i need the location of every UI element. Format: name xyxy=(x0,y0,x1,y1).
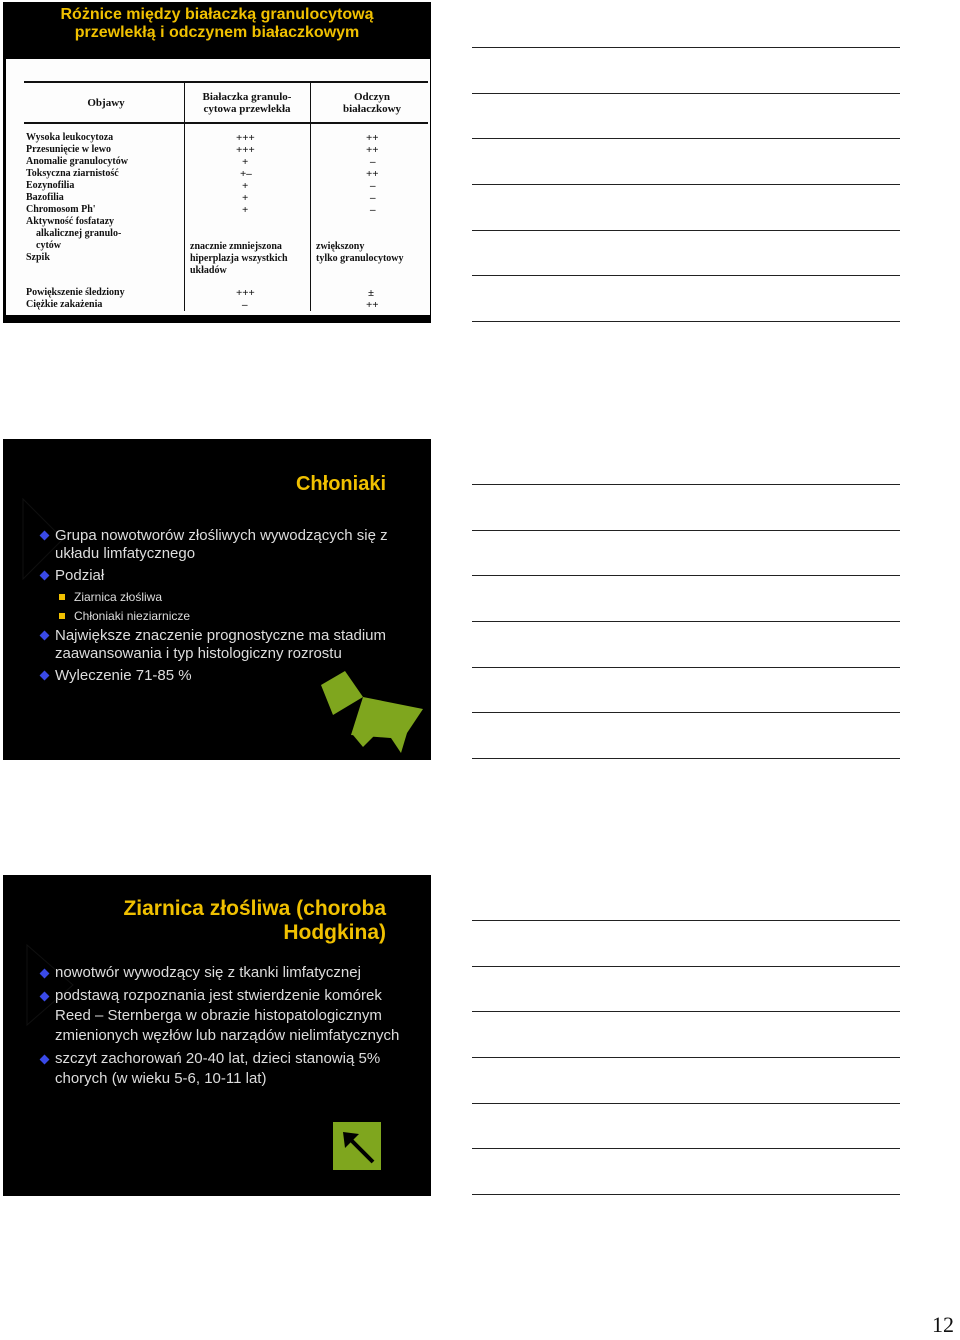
table-row-label: Powiększenie śledziony xyxy=(26,287,125,298)
table-rule xyxy=(310,81,311,311)
note-line xyxy=(472,621,900,622)
table-rule xyxy=(24,81,428,83)
note-line xyxy=(472,1057,900,1058)
bullet-item xyxy=(39,567,399,585)
bullet-item xyxy=(39,963,409,983)
header-symptoms: Objawy xyxy=(87,97,125,109)
slide-2 xyxy=(3,439,431,760)
table-row-reaction: – xyxy=(370,180,376,192)
diamond-bullet-icon xyxy=(40,992,50,1002)
table-row-cml: + xyxy=(242,156,249,168)
szpik-reaction-note xyxy=(316,241,404,265)
table-row-cml: + xyxy=(242,180,249,192)
table-row-reaction: – xyxy=(370,192,376,204)
table-row-reaction: ++ xyxy=(366,299,379,311)
table-row-cml: +++ xyxy=(236,287,255,299)
bullet-item xyxy=(39,1049,409,1089)
table-row-label: Ciężkie zakażenia xyxy=(26,299,103,310)
tangram-bird-body xyxy=(351,697,423,739)
bullet-text: Największe znaczenie prognostyczne ma stadium zaawansowania i typ histologiczny rozrostu xyxy=(55,627,386,662)
bullet-text: Wyleczenie 71-85 % xyxy=(55,667,192,684)
fosfataza-line2: alkalicznej granulo- xyxy=(36,228,122,239)
note-line xyxy=(472,1103,900,1104)
diamond-bullet-icon xyxy=(40,531,50,541)
table-row-label: Szpik xyxy=(26,252,50,263)
note-line xyxy=(472,138,900,139)
table-rule xyxy=(24,122,428,124)
slide-2-title: Chłoniaki xyxy=(295,473,386,495)
slide-1-title xyxy=(3,2,431,58)
szpik-cml-line1: znacznie zmniejszona xyxy=(190,241,282,252)
square-bullet-icon xyxy=(59,594,65,600)
note-line xyxy=(472,321,900,322)
note-line xyxy=(472,966,900,967)
sub-bullet-item xyxy=(39,608,399,624)
table-row-cml: +– xyxy=(240,168,252,180)
slide-3-bullets xyxy=(39,963,409,1092)
table-row-cml: + xyxy=(242,204,249,216)
diamond-bullet-icon xyxy=(40,671,50,681)
bullet-text: Grupa nowotworów złośliwych wywodzących się z układu limfatycznego xyxy=(55,527,388,562)
header-cml-line2: cytowa przewlekła xyxy=(203,103,291,115)
note-line xyxy=(472,47,900,48)
bullet-text: podstawą rozpoznania jest stwierdzenie komórek Reed – Sternberga w obrazie histopatologicznym zmienionych węzłów lub narządów nielimfatycznych xyxy=(55,987,400,1044)
fosfataza-line1: Aktywność fosfatazy xyxy=(26,216,115,227)
table-row-cml: – xyxy=(242,299,248,311)
slide-1-title-line2: przewlekłą i odczynem białaczkowym xyxy=(74,24,360,41)
diamond-bullet-icon xyxy=(40,969,50,979)
table-row-reaction: ++ xyxy=(366,132,379,144)
bullet-text: nowotwór wywodzący się z tkanki limfatycznej xyxy=(55,964,361,981)
diamond-bullet-icon xyxy=(40,631,50,641)
note-line xyxy=(472,667,900,668)
slide-3 xyxy=(3,875,431,1196)
table-row-label: Eozynofilia xyxy=(26,180,75,191)
header-cml xyxy=(192,91,302,115)
header-cml-line1: Białaczka granulo- xyxy=(202,91,292,103)
arrow-up-left-icon xyxy=(333,1122,381,1170)
slide-3-title-line1: Ziarnica złośliwa (choroba xyxy=(123,897,386,920)
diamond-bullet-icon xyxy=(40,1055,50,1065)
comparison-table xyxy=(6,59,430,315)
bullet-item xyxy=(39,527,399,563)
table-row-cml: +++ xyxy=(236,144,255,156)
note-line xyxy=(472,1148,900,1149)
slide-3-title-line2: Hodgkina) xyxy=(283,921,386,944)
szpik-cml-line3: układów xyxy=(190,265,227,276)
note-line xyxy=(472,230,900,231)
table-row-label: Chromosom Ph' xyxy=(26,204,96,215)
table-row-label: Anomalie granulocytów xyxy=(26,156,128,167)
page-number: 12 xyxy=(932,1312,954,1337)
note-line xyxy=(472,712,900,713)
table-row-cml: +++ xyxy=(236,132,255,144)
szpik-reaction-line2: tylko granulocytowy xyxy=(316,253,404,264)
table-row-reaction: – xyxy=(370,204,376,216)
bullet-text: Podział xyxy=(55,567,105,584)
notes-lines-3 xyxy=(472,875,900,1196)
note-line xyxy=(472,184,900,185)
bullet-text: szczyt zachorowań 20-40 lat, dzieci stanowią 5% chorych (w wieku 5-6, 10-11 lat) xyxy=(55,1050,381,1087)
square-bullet-icon xyxy=(59,613,65,619)
table-row-cml: + xyxy=(242,192,249,204)
header-reaction xyxy=(322,91,422,115)
slide-1 xyxy=(3,2,431,323)
bullet-item xyxy=(39,627,399,663)
bullet-item xyxy=(39,986,409,1046)
header-reaction-line2: białaczkowy xyxy=(342,103,402,115)
szpik-cml-note xyxy=(190,241,288,277)
sub-bullet-text: Chłoniaki nieziarnicze xyxy=(74,609,191,623)
fosfataza-line3: cytów xyxy=(36,240,61,251)
notes-lines-1 xyxy=(472,2,900,323)
sub-bullet-text: Ziarnica złośliwa xyxy=(74,590,163,604)
table-row-reaction: ± xyxy=(368,287,375,299)
note-line xyxy=(472,93,900,94)
note-line xyxy=(472,484,900,485)
table-row-label: Wysoka leukocytoza xyxy=(26,132,114,143)
table-row-reaction: ++ xyxy=(366,144,379,156)
note-line xyxy=(472,575,900,576)
tangram-bird-foot xyxy=(389,733,407,753)
table-row-label: Bazofilia xyxy=(26,192,64,203)
sub-bullet-item xyxy=(39,589,399,605)
slide-1-title-line1: Różnice między białaczką granulocytową xyxy=(60,6,374,23)
note-line xyxy=(472,920,900,921)
table-row-reaction: – xyxy=(370,156,376,168)
arrow-button[interactable] xyxy=(333,1122,381,1170)
table-row-label: Przesunięcie w lewo xyxy=(26,144,111,155)
slide-2-bullets xyxy=(39,527,399,689)
slide-3-title xyxy=(123,897,386,945)
note-line xyxy=(472,1194,900,1195)
header-reaction-line1: Odczyn xyxy=(353,91,391,103)
table-rule xyxy=(184,81,185,311)
note-line xyxy=(472,530,900,531)
table-row-reaction: ++ xyxy=(366,168,379,180)
szpik-reaction-line1: zwiększony xyxy=(316,241,365,252)
tangram-bird-foot xyxy=(353,735,375,747)
notes-lines-2 xyxy=(472,439,900,760)
note-line xyxy=(472,758,900,759)
note-line xyxy=(472,1011,900,1012)
bullet-item xyxy=(39,667,399,685)
table-row-label: Toksyczna ziarnistość xyxy=(26,168,119,179)
table-row-label-fosfataza xyxy=(26,216,121,252)
szpik-cml-line2: hiperplazja wszystkich xyxy=(190,253,288,264)
note-line xyxy=(472,275,900,276)
diamond-bullet-icon xyxy=(40,571,50,581)
